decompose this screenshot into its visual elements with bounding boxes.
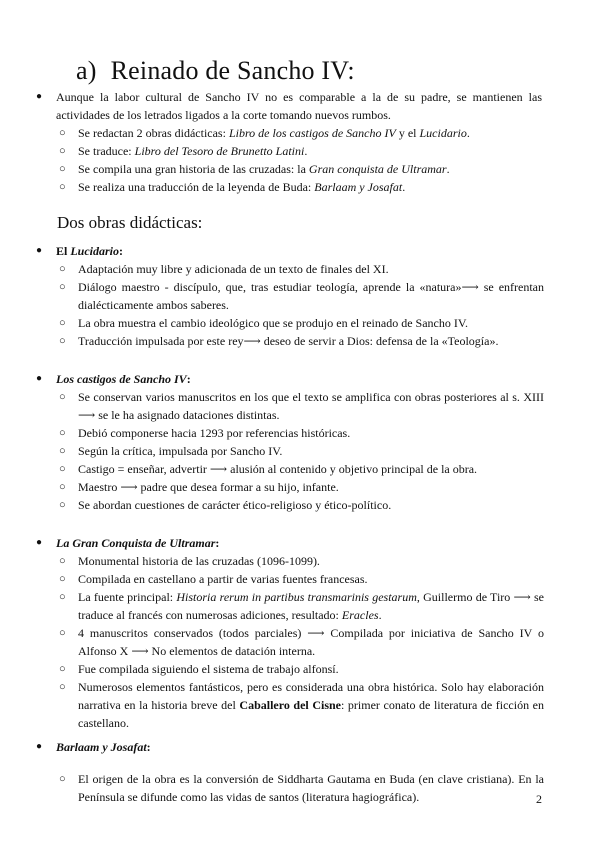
bullet-circle-icon: ○ — [59, 281, 66, 293]
ultramar-heading: ● La Gran Conquista de Ultramar: — [36, 536, 220, 550]
list-item: ○ Se traduce: Libro del Tesoro de Brunetto Latini. — [59, 144, 308, 158]
bullet-circle-icon: ○ — [59, 555, 66, 567]
bullet-circle-icon: ○ — [59, 127, 66, 139]
list-item: ○ 4 manuscritos conservados (todos parciales) ⟶ Compilada por iniciativa de Sancho IV o Alfonso X ⟶ No elementos de datación interna. — [59, 626, 544, 658]
spacer — [0, 350, 600, 370]
list-item: ○ Castigo = enseñar, advertir ⟶ alusión al contenido y objetivo principal de la obra. — [59, 462, 478, 476]
list-item: ○ La obra muestra el cambio ideológico que se produjo en el reinado de Sancho IV. — [59, 316, 468, 330]
bullet-circle-icon: ○ — [59, 181, 66, 193]
bullet-circle-icon: ○ — [59, 391, 66, 403]
list-item: ○ Numerosos elementos fantásticos, pero es considerada una obra histórica. Solo hay elaboración narrativa en la historia breve del Caballero del Cisne: primer conato de literatura de ficción en castellano. — [59, 680, 544, 730]
intro-paragraph — [0, 88, 600, 124]
list-item: ○ El origen de la obra es la conversión de Siddharta Gautama en Buda (en clave cristiana). En la Península se difunde como las vidas de santos (literatura hagiográfica). — [59, 772, 544, 804]
list-item: ○ Fue compilada siguiendo el sistema de trabajo alfonsí. — [59, 662, 339, 676]
list-item: ○ Diálogo maestro - discípulo, que, tras estudiar teología, aprende la «natura»⟶ se enfrentan dialécticamente ambos saberes. — [59, 280, 544, 312]
list-item: ○ Monumental historia de las cruzadas (1096-1099). — [59, 554, 320, 568]
bullet-circle-icon: ○ — [59, 335, 66, 347]
list-item: ○ Se compila una gran historia de las cruzadas: la Gran conquista de Ultramar. — [59, 162, 450, 176]
bullet-circle-icon: ○ — [59, 681, 66, 693]
list-item: ○ Compilada en castellano a partir de varias fuentes francesas. — [59, 572, 368, 586]
section-letter: a) — [76, 56, 97, 85]
spacer — [0, 514, 600, 534]
list-item: ○ Se conservan varios manuscritos en los que el texto se amplifica con obras posteriores al s. XIII ⟶ se le ha asignado dataciones distintas. — [59, 390, 544, 422]
document-body — [0, 88, 600, 806]
bullet-circle-icon: ○ — [59, 591, 66, 603]
section-title-text: Reinado de Sancho IV: — [110, 56, 355, 85]
list-item: ○ Debió componerse hacia 1293 por referencias históricas. — [59, 426, 351, 440]
list-item: ○ Se abordan cuestiones de carácter ético-religioso y ético-político. — [59, 498, 392, 512]
bullet-circle-icon: ○ — [59, 663, 66, 675]
bullet-circle-icon: ○ — [59, 163, 66, 175]
bullet-circle-icon: ○ — [59, 499, 66, 511]
bullet-dot-icon: ● — [36, 245, 43, 256]
bullet-circle-icon: ○ — [59, 263, 66, 275]
bullet-circle-icon: ○ — [59, 317, 66, 329]
bullet-dot-icon: ● — [36, 741, 43, 752]
bullet-circle-icon: ○ — [59, 427, 66, 439]
bullet-circle-icon: ○ — [59, 627, 66, 639]
bullet-circle-icon: ○ — [59, 481, 66, 493]
bullet-circle-icon: ○ — [59, 573, 66, 585]
list-item: ○ La fuente principal: Historia rerum in partibus transmarinis gestarum, Guillermo de Tiro ⟶ se traduce al francés con numerosas adiciones, resultado: Eracles. — [59, 590, 544, 622]
barlaam-heading: ● Barlaam y Josafat: — [36, 740, 151, 754]
spacer — [0, 756, 600, 770]
page-number: 2 — [536, 792, 542, 806]
subheading: Dos obras didácticas: — [57, 213, 203, 232]
bullet-circle-icon: ○ — [59, 463, 66, 475]
bullet-circle-icon: ○ — [59, 445, 66, 457]
bullet-dot-icon: ● — [36, 537, 43, 548]
lucidario-heading: ● El Lucidario: — [36, 244, 124, 258]
bullet-circle-icon: ○ — [59, 145, 66, 157]
bullet-dot-icon: ● — [36, 91, 43, 102]
list-item: ○ Traducción impulsada por este rey⟶ deseo de servir a Dios: defensa de la «Teología». — [59, 334, 499, 348]
list-item: ○ Se redactan 2 obras didácticas: Libro de los castigos de Sancho IV y el Lucidario. — [59, 126, 470, 140]
intro-text: Aunque la labor cultural de Sancho IV no es comparable a la de su padre, se mantienen las actividades de los letrados ligados a la corte tomando nuevos rumbos. — [56, 90, 542, 122]
list-item: ○ Según la crítica, impulsada por Sancho IV. — [59, 444, 283, 458]
section-title — [76, 56, 355, 86]
bullet-circle-icon: ○ — [59, 773, 66, 785]
list-item: ○ Se realiza una traducción de la leyenda de Buda: Barlaam y Josafat. — [59, 180, 406, 194]
list-item: ○ Adaptación muy libre y adicionada de un texto de finales del XI. — [59, 262, 389, 276]
bullet-dot-icon: ● — [36, 373, 43, 384]
castigos-heading: ● Los castigos de Sancho IV: — [36, 372, 191, 386]
list-item: ○ Maestro ⟶ padre que desea formar a su hijo, infante. — [59, 480, 339, 494]
